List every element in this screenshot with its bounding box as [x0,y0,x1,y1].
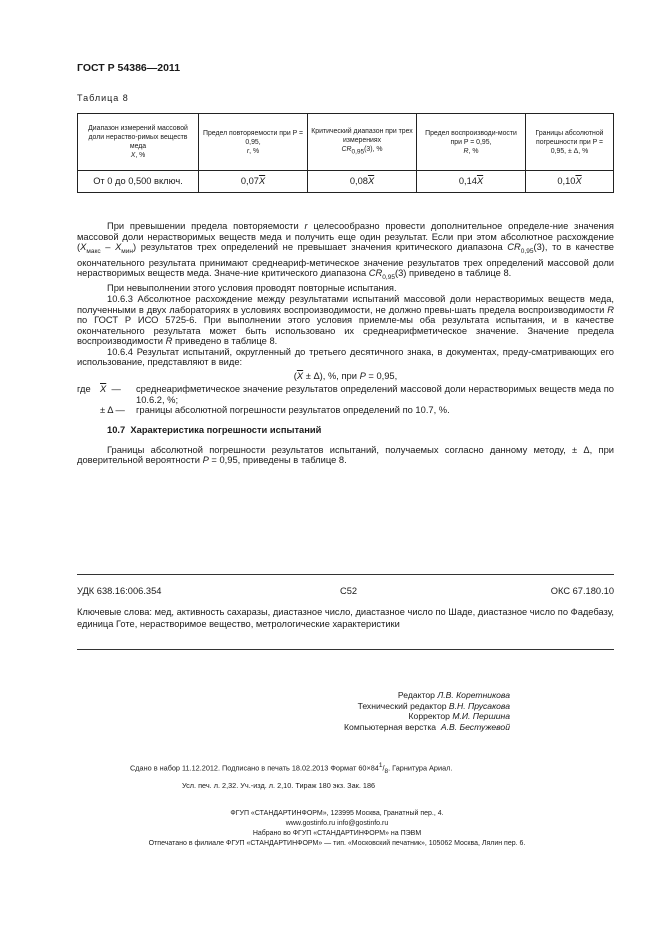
header-repeat-text: Предел повторяемости при P = 0,95, [203,129,303,146]
p1-sub-min: мин [121,247,133,255]
p1a: При превышении предела повторяемости [107,221,305,231]
org-address: ФГУП «СТАНДАРТИНФОРМ», 123995 Москва, Гранатный пер., 4. [230,810,444,817]
body-text [77,221,614,466]
udk-code: УДК 638.16:006.354 [77,586,162,596]
formula-p: P [359,370,366,381]
legend-x-text: среднеарифметическое значение результатов определений массовой доли нерастворимых веществ меда по 10.6.2, %; [136,384,614,405]
header-repro-sym: R [463,147,469,155]
cell-delta-coef: 0,10 [557,176,576,186]
p1-xmax: X [80,242,87,253]
p3-R: R [607,304,614,315]
p1-sub-max: макс [86,247,101,255]
paragraph-10-7 [77,445,614,466]
p3a: 10.6.3 Абсолютное расхождение между результатами испытаний массовой доли нерастворимых веществ меда, полученными в двух лабораториях в условиях воспроизводимости, не должно превы-шать предела воспроизводимости [77,294,614,315]
p1-cr2: CR [368,268,383,279]
cell-delta-x: $\overline{X}$ [575,176,582,186]
print-line1a: Сдано в набор 11.12.2012. Подписано в печать 18.02.2013 Формат 60×84 [130,763,379,773]
header-repeat-sym: r [246,147,250,155]
print-line1b: . Гарнитура Ариал. [388,763,453,773]
header-range-var: X [130,152,136,159]
tech-name: В.Н. Прусакова [448,700,510,711]
where-x: $\overline{X}$ [100,384,107,395]
p1-cr: CR [507,242,521,253]
cell-cr-coef: 0,08 [349,176,368,186]
frac-den: 8 [384,767,389,775]
paragraph-10-6-4: 10.6.4 Результат испытаний, округленный до третьего десятичного знака, в документах, преду-сматривающих его использование, представляют в виде: [77,346,614,368]
divider-top [77,574,614,575]
p1-minus: – [100,242,116,253]
p5b: = 0,95, приведены в таблице 8. [208,455,347,466]
header-reproducibility: Предел воспроизводи-мости при P = 0,95, R, % [417,114,526,171]
paragraph-repeatability-excess [77,221,614,283]
cell-r-x: $\overline{X}$ [258,176,266,186]
org-web: www.gostinfo.ru info@gostinfo.ru [285,820,389,827]
frac-num: 1 [378,762,383,769]
editorial-credits [240,690,510,732]
p3-R2: R [165,336,173,347]
editor-label: Редактор [397,690,435,700]
tech-label: Технический редактор [357,700,447,711]
cell-R-coef: 0,14 [458,176,477,186]
p5-P: P [202,455,209,466]
divider-bottom [77,649,614,650]
header-bounds-text: Границы абсолютной погрешности при P = 0,95, ± Δ, % [535,129,604,155]
formula-open: ( [293,370,297,381]
corr-name: М.И. Першина [452,711,510,721]
header-crit-sub: 0,95 [351,148,365,156]
formula-a: ± Δ), %, при [303,370,360,381]
page-header: ГОСТ Р 54386—2011 [77,62,181,74]
p3c: приведено в таблице 8. [172,336,278,347]
p1d: (3), то в качестве окончательного результата принимают среднеариф-метическое значение результатов трех определений массовой доли нерастворимых веществ меда. Значе-ние критического диапазона [77,242,615,279]
editor-name: Л.В. Коретникова [437,690,510,700]
p1e: (3) приведено в таблице 8. [394,268,512,279]
legend-delta-text: границы абсолютной погрешности результатов определений по 10.7, %. [136,405,450,416]
legend-delta [77,405,614,416]
section-title: Характеристика погрешности испытаний [130,425,322,436]
legend-x [77,384,614,405]
print-line-1: Сдано в набор 11.12.2012. Подписано в печать 18.02.2013 Формат $60\times 84^1/_8$. Гарнитура Ариал. [130,762,453,775]
p1-r: r [304,221,308,231]
cell-cr-x: $\overline{X}$ [367,176,375,186]
credit-editor [240,690,510,701]
table-row [78,171,614,193]
cell-r-coef: 0,07 [240,176,259,186]
formula-x: $\overline{X}$ [296,370,304,381]
p1-sub-95: 0,95 [520,247,534,255]
layout-label: Компьютерная верстка [344,721,437,732]
print-details [130,759,452,793]
result-formula [77,371,614,382]
print-line-2: Усл. печ. л. 2,32. Уч.-изд. л. 2,10. Тираж 180 экз. Зак. 186 [182,780,376,790]
corr-label: Корректор [408,711,450,721]
paragraph-10-6-3 [77,294,614,347]
cell-R-x: $\overline{X}$ [476,176,484,186]
table-header-row [78,114,614,171]
cell-reproducibility [417,171,526,193]
credit-corrector [240,711,510,722]
p1c: ) результатов трех определений не превышает значения критического диапазона [133,242,508,253]
p1-xmin: X [115,242,122,253]
group-code: С52 [340,586,358,596]
legend-spacer [77,405,100,416]
cell-critical-range [308,171,417,193]
table-8 [77,113,614,193]
header-critical-range [308,114,417,171]
p1-sub-95b: 0,95 [382,273,395,281]
header-range-text: Диапазон измерений массовой доли нераство-римых веществ меда [88,125,188,150]
keywords: Ключевые слова: мед, активность сахаразы, диастазное число, диастазное число по Шаде, диастазное число по Фадебазу, единица Готе, нерастворимое вещество, метрологические характеристики [77,607,614,629]
cell-error-bounds [526,171,614,193]
oks-code: ОКС 67.180.10 [550,586,614,596]
table-caption: Таблица 8 [77,93,129,103]
credit-tech-editor [240,701,510,712]
p3b: по ГОСТ Р ИСО 5725-6. При выполнении этого условия приемле-мы оба результата испытания, и в качестве окончательного результата может быть использовано их среднеарифметическое значение. Значение предела воспроизводимости [77,315,614,347]
p1b: целесообразно провести дополнительное определе-ние значения массовой доли нерастворимых веществ меда и получить еще один результат. Если при этом абсолютное расхождение ( [77,221,614,253]
header-error-bounds [526,114,614,171]
header-repeatability: Предел повторяемости при P = 0,95, r, % [199,114,308,171]
cell-repeatability [199,171,308,193]
paragraph-repeat-tests: При невыполнении этого условия проводят повторные испытания. [107,283,397,294]
org-printed: Отпечатано в филиале ФГУП «СТАНДАРТИНФОРМ» — тип. «Московский печатник», 105062 Москва, Лялин пер. 6. [148,840,526,847]
where-label: где [77,384,91,395]
credit-layout [240,722,510,733]
formula-b: = 0,95, [365,370,398,381]
section-heading-10-7 [77,425,614,436]
header-crit-tail: (3), % [364,146,383,154]
header-repro-text: Предел воспроизводи-мости при P = 0,95, [425,129,517,146]
header-range [78,114,199,171]
org-typeset: Набрано во ФГУП «СТАНДАРТИНФОРМ» на ПЭВМ [252,830,422,837]
header-crit-sym: CR [341,146,352,154]
section-num: 10.7 [107,425,126,436]
cell-range: От 0 до 0,500 включ. [78,171,199,193]
layout-name: А.В. Бестужевой [440,721,510,732]
where-dash: — [111,384,121,395]
header-range-unit: , % [135,152,146,159]
header-crit-text: Критический диапазон при трех измерениях [311,128,413,145]
legend-x-symbol [100,384,136,405]
publisher-info [148,809,526,849]
p5a: Границы абсолютной погрешности результатов испытаний, получаемых согласно данному методу, ± Δ, при доверительной вероятности [77,444,614,466]
legend-delta-symbol: ± Δ — [100,405,125,416]
